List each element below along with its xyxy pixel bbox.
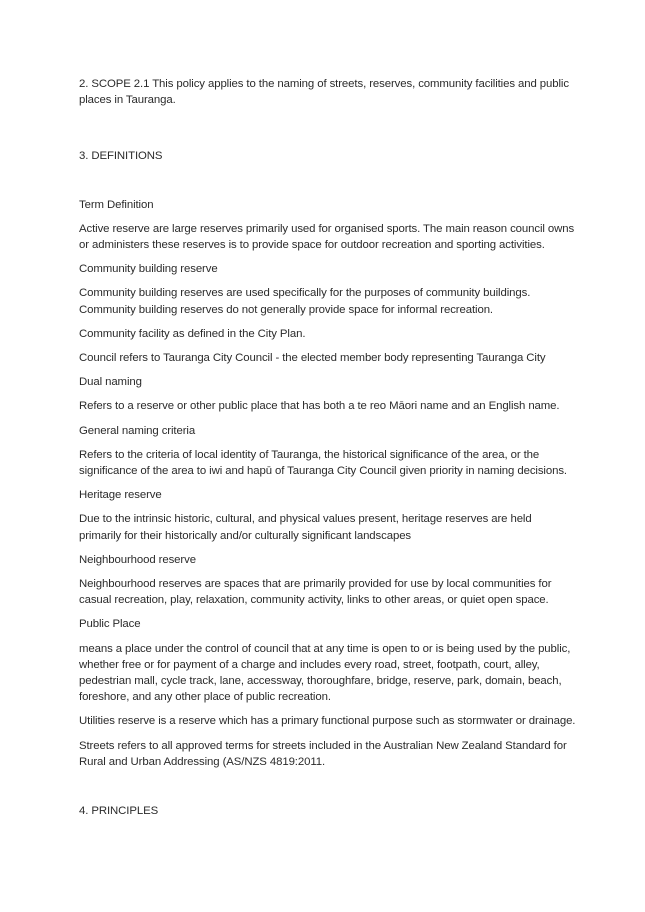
term-public-place: Public Place [79,618,141,631]
term-community-building-reserve: Community building reserve [79,263,218,276]
definition-community-facility: Community facility as defined in the City Plan. [79,327,306,340]
definition-dual-naming: Refers to a reserve or other public place that has both a te reo Māori name and an English name. [79,400,560,413]
term-dual-naming: Dual naming [79,376,142,389]
definition-community-building-reserve: Community building reserves are used specifically for the purposes of community buildings. Community building reserves do not generally provide space for informal recreation. [79,287,531,316]
document-body [79,76,579,827]
definitions-heading: 3. DEFINITIONS [79,150,163,163]
definition-public-place: means a place under the control of council that at any time is open to or is being used by the public, whether free or for payment of a charge and includes every road, street, footpath, court, alley, pedestrian mall, cycle track, lane, accessway, thoroughfare, bridge, reserve, park, domain, beach, foreshore, and any other place of public recreation. [79,642,571,704]
term-neighbourhood-reserve: Neighbourhood reserve [79,553,196,566]
definition-streets: Streets refers to all approved terms for streets included in the Australian New Zealand Standard for Rural and Urban Addressing (AS/NZS 4819:2011. [79,739,567,768]
definition-heritage-reserve: Due to the intrinsic historic, cultural, and physical values present, heritage reserves are held primarily for their historically and/or culturally significant landscapes [79,513,532,542]
definition-utilities-reserve: Utilities reserve is a reserve which has a primary functional purpose such as stormwater or drainage. [79,715,576,728]
definitions-table-header: Term Definition [79,198,154,211]
term-heritage-reserve: Heritage reserve [79,489,162,502]
definition-council: Council refers to Tauranga City Council - the elected member body representing Tauranga City [79,352,546,365]
scope-paragraph: 2. SCOPE 2.1 This policy applies to the naming of streets, reserves, community facilities and public places in Tauranga. [79,78,569,107]
definition-neighbourhood-reserve: Neighbourhood reserves are spaces that are primarily provided for use by local communities for casual recreation, play, relaxation, community activity, links to other areas, or quiet open space. [79,578,552,607]
definition-active-reserve: Active reserve are large reserves primarily used for organised sports. The main reason council owns or administers these reserves is to provide space for outdoor recreation and sporting activities. [79,222,575,252]
definition-general-naming-criteria: Refers to the criteria of local identity of Tauranga, the historical significance of the area, or the significance of the area to iwi and hapū of Tauranga City Council given priority in naming decisions. [79,448,567,478]
principles-heading: 4. PRINCIPLES [79,805,159,818]
term-general-naming-criteria: General naming criteria [79,424,196,437]
